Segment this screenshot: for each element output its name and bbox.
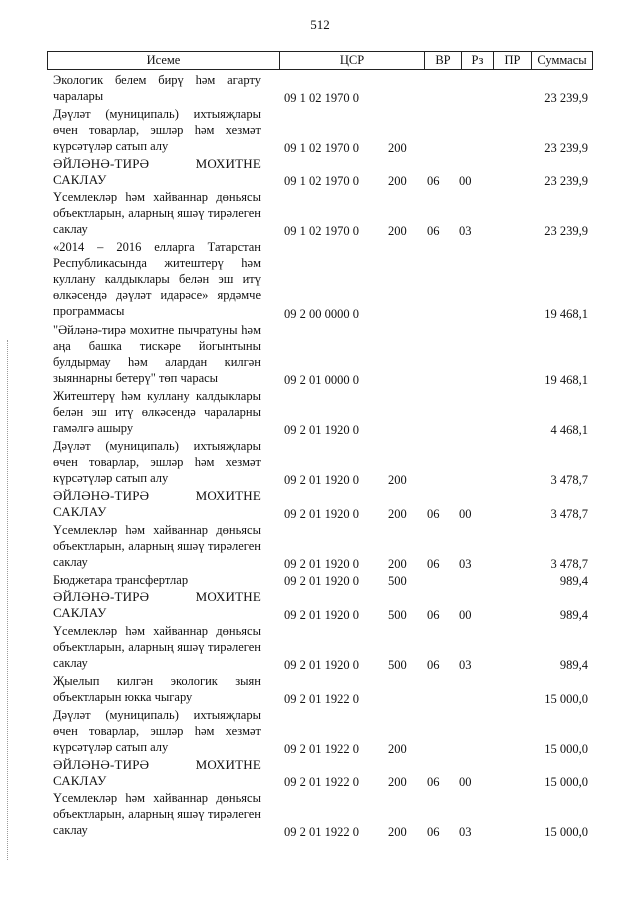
- row-csr: 09 1 02 1970 0: [284, 224, 359, 239]
- header-sum: Суммасы: [537, 53, 587, 67]
- table-row: [0, 488, 640, 522]
- row-csr: 09 2 01 1922 0: [284, 825, 359, 840]
- row-vr: 200: [388, 473, 407, 488]
- table-row: [0, 707, 640, 757]
- row-vr: 200: [388, 224, 407, 239]
- header-csr: ЦСР: [280, 52, 425, 69]
- row-vr: 500: [388, 658, 407, 673]
- row-name: ӘЙЛӘНӘ-ТИРӘ МОХИТНЕ САКЛАУ: [53, 589, 261, 621]
- table-row: [0, 572, 640, 589]
- row-sum: 15 000,0: [544, 741, 588, 756]
- row-csr: 09 2 01 0000 0: [284, 373, 359, 388]
- header-name: Исеме: [48, 52, 280, 69]
- row-name: Үсемлекләр һәм хайваннар дөньясы объектларын, аларның яшәү тирәлеген саклау: [53, 791, 261, 838]
- table-row: [0, 156, 640, 190]
- row-vr: 200: [388, 775, 407, 790]
- row-sum: 3 478,7: [550, 473, 588, 488]
- row-rz: 06: [427, 506, 440, 521]
- row-vr: 200: [388, 174, 407, 189]
- row-pr: 00: [459, 174, 472, 189]
- row-csr: 09 2 01 1922 0: [284, 691, 359, 706]
- row-rz: 06: [427, 775, 440, 790]
- table-row: [0, 790, 640, 840]
- row-sum: 15 000,0: [544, 775, 588, 790]
- row-sum: 19 468,1: [544, 306, 588, 321]
- row-sum: 23 239,9: [544, 90, 588, 105]
- row-name: "Әйләнә-тирә мохитне пычратуны һәм аңа башка тискәре йогынтыны булдырмау һәм алардан килгән зыяннарны бетерү" төп чарасы: [53, 322, 261, 385]
- row-sum: 23 239,9: [544, 224, 588, 239]
- row-name: ӘЙЛӘНӘ-ТИРӘ МОХИТНЕ САКЛАУ: [53, 155, 261, 187]
- row-rz: 06: [427, 608, 440, 623]
- row-csr: 09 2 01 1920 0: [284, 473, 359, 488]
- row-vr: 200: [388, 741, 407, 756]
- row-sum: 989,4: [559, 574, 588, 589]
- row-csr: 09 2 01 1922 0: [284, 775, 359, 790]
- page-number: 512: [310, 17, 330, 32]
- row-csr: 09 2 01 1920 0: [284, 423, 359, 438]
- row-vr: 500: [388, 574, 407, 589]
- row-pr: 03: [459, 556, 472, 571]
- row-sum: 3 478,7: [550, 556, 588, 571]
- row-csr: 09 2 01 1920 0: [284, 608, 359, 623]
- row-pr: 00: [459, 506, 472, 521]
- row-sum: 15 000,0: [544, 691, 588, 706]
- row-csr: 09 2 01 1920 0: [284, 506, 359, 521]
- row-rz: 06: [427, 224, 440, 239]
- row-pr: 03: [459, 825, 472, 840]
- row-csr: 09 2 01 1920 0: [284, 556, 359, 571]
- row-vr: 200: [388, 140, 407, 155]
- row-csr: 09 2 01 1920 0: [284, 658, 359, 673]
- margin-rule: [7, 340, 9, 860]
- row-rz: 06: [427, 556, 440, 571]
- row-name: Экологик белем бирү һәм агарту чаралары: [53, 73, 261, 103]
- header-rz: Рз: [462, 52, 494, 69]
- row-pr: 03: [459, 658, 472, 673]
- row-rz: 06: [427, 174, 440, 189]
- row-sum: 989,4: [559, 608, 588, 623]
- header-pr: ПР: [494, 52, 532, 69]
- table-row: [0, 189, 640, 239]
- table-row: [0, 322, 640, 388]
- table-row: [0, 522, 640, 572]
- row-pr: 00: [459, 608, 472, 623]
- row-sum: 3 478,7: [550, 506, 588, 521]
- row-rz: 06: [427, 658, 440, 673]
- row-sum: 15 000,0: [544, 825, 588, 840]
- row-name: Дәүләт (муниципаль) ихтыяҗлары өчен товарлар, эшләр һәм хезмәт күрсәтүләр сатып алу: [53, 106, 261, 153]
- row-name: Үсемлекләр һәм хайваннар дөньясы объектларын, аларның яшәү тирәлеген саклау: [53, 522, 261, 569]
- row-vr: 200: [388, 825, 407, 840]
- row-name: Дәүләт (муниципаль) ихтыяҗлары өчен товарлар, эшләр һәм хезмәт күрсәтүләр сатып алу: [53, 439, 261, 486]
- row-csr: 09 2 01 1920 0: [284, 574, 359, 589]
- table-row: [0, 589, 640, 623]
- row-name: ӘЙЛӘНӘ-ТИРӘ МОХИТНЕ САКЛАУ: [53, 488, 261, 520]
- row-csr: 09 1 02 1970 0: [284, 90, 359, 105]
- row-sum: 23 239,9: [544, 140, 588, 155]
- row-name: Җыелып килгән экологик зыян объектларын юкка чыгару: [53, 674, 261, 705]
- table-row: [0, 757, 640, 791]
- row-pr: 00: [459, 775, 472, 790]
- row-vr: 200: [388, 556, 407, 571]
- row-name: Дәүләт (муниципаль) ихтыяҗлары өчен товарлар, эшләр һәм хезмәт күрсәтүләр сатып алу: [53, 707, 261, 754]
- table-row: [0, 72, 640, 106]
- row-sum: 4 468,1: [550, 423, 588, 438]
- row-name: ӘЙЛӘНӘ-ТИРӘ МОХИТНЕ САКЛАУ: [53, 756, 261, 788]
- row-sum: 23 239,9: [544, 174, 588, 189]
- row-csr: 09 1 02 1970 0: [284, 140, 359, 155]
- row-name: Бюджетара трансфертлар: [53, 572, 189, 587]
- row-sum: 989,4: [559, 658, 588, 673]
- table-row: [0, 106, 640, 156]
- table-row: [0, 388, 640, 438]
- row-csr: 09 1 02 1970 0: [284, 174, 359, 189]
- table-row: [0, 438, 640, 488]
- table-row: [0, 623, 640, 673]
- row-vr: 200: [388, 506, 407, 521]
- row-rz: 06: [427, 825, 440, 840]
- table-body: [0, 72, 640, 840]
- row-csr: 09 2 00 0000 0: [284, 306, 359, 321]
- row-name: «2014 – 2016 елларга Татарстан Республикасында житештерү һәм куллану калдыклары белән эш итү өлкәсендә дәүләт идарәсе» ярдәмче программасы: [53, 240, 261, 319]
- row-pr: 03: [459, 224, 472, 239]
- table-row: [0, 239, 640, 322]
- table-header: [47, 51, 593, 70]
- table-row: [0, 673, 640, 707]
- row-csr: 09 2 01 1922 0: [284, 741, 359, 756]
- row-vr: 500: [388, 608, 407, 623]
- row-name: Житештерү һәм куллану калдыклары белән эш итү өлкәсендә чараларны гамәлгә ашыру: [53, 389, 261, 436]
- header-vr: ВР: [425, 52, 462, 69]
- row-name: Үсемлекләр һәм хайваннар дөньясы объектларын, аларның яшәү тирәлеген саклау: [53, 624, 261, 671]
- row-name: Үсемлекләр һәм хайваннар дөньясы объектларын, аларның яшәү тирәлеген саклау: [53, 190, 261, 237]
- row-sum: 19 468,1: [544, 373, 588, 388]
